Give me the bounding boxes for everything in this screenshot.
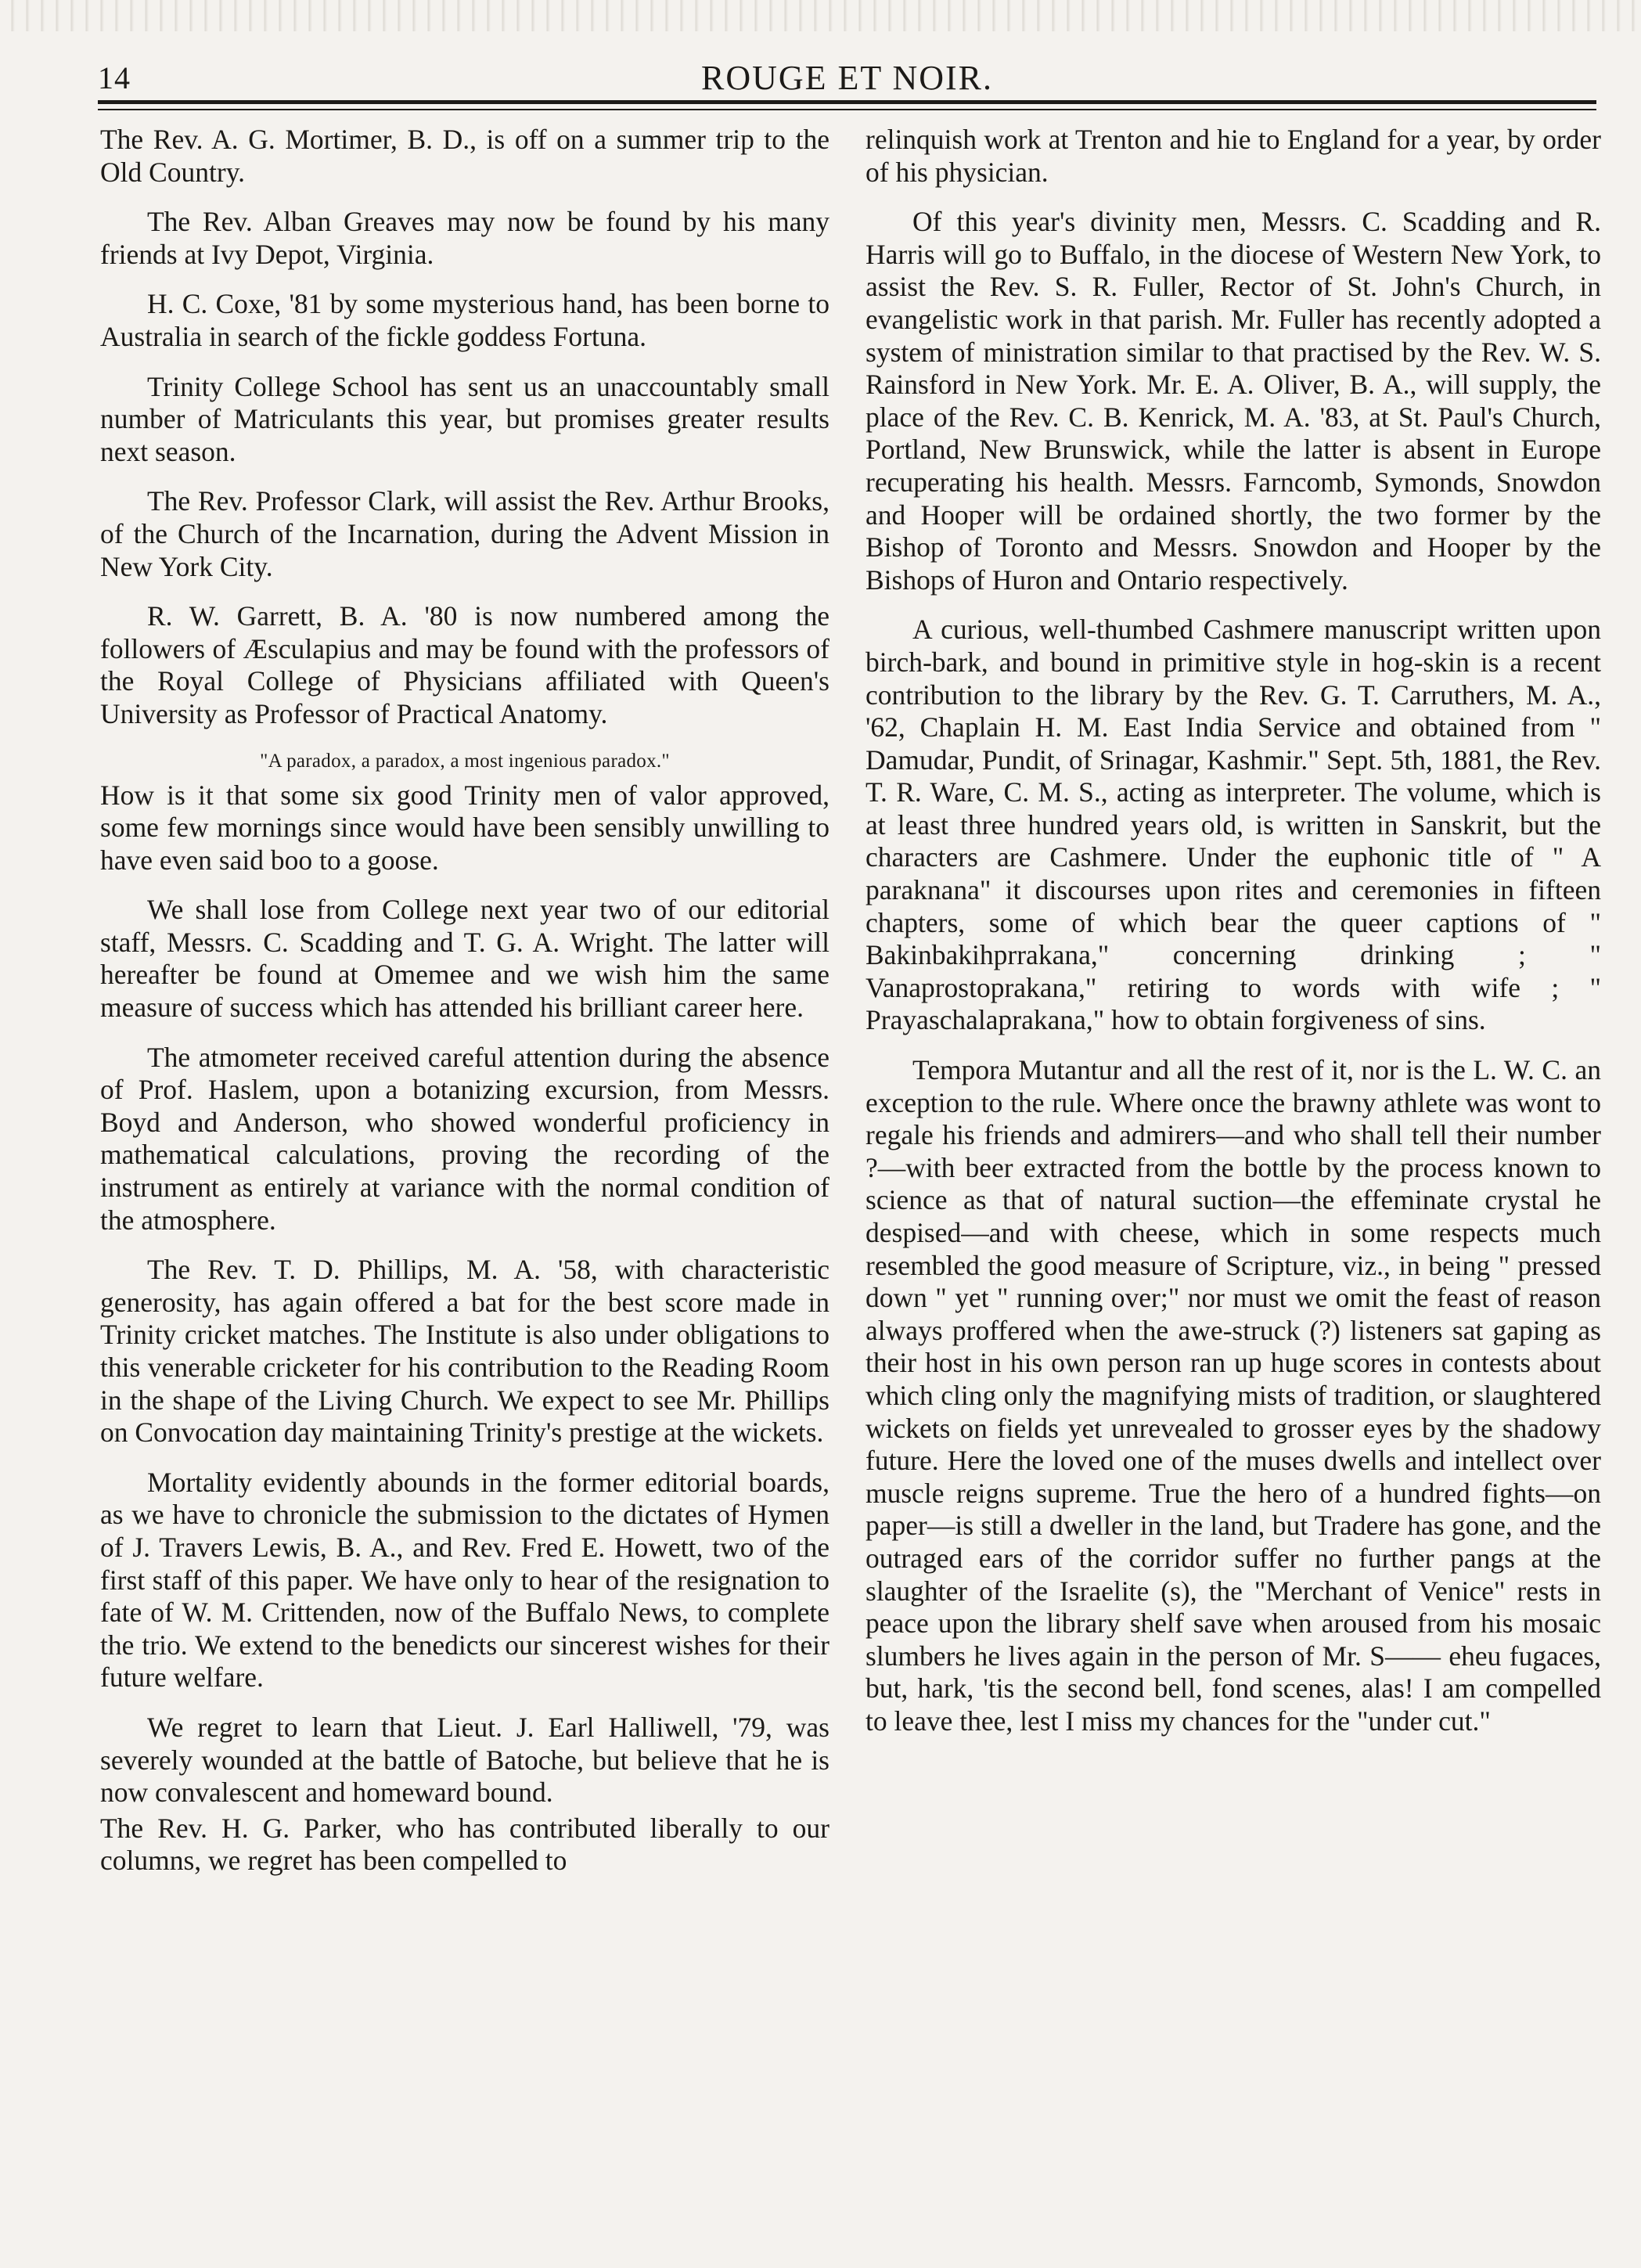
paragraph: The Rev. A. G. Mortimer, B. D., is off on a summer trip to the Old Country.	[100, 124, 829, 188]
paragraph: H. C. Coxe, '81 by some mysterious hand, has been borne to Australia in search of the fickle goddess Fortuna.	[100, 288, 829, 352]
paragraph: How is it that some six good Trinity men of valor approved, some few mornings since would have been sensibly unwilling to have even said boo to a goose.	[100, 779, 829, 876]
header-rule-thick	[98, 100, 1596, 104]
paragraph: The atmometer received careful attention during the absence of Prof. Haslem, upon a botanizing excursion, from Messrs. Boyd and Anderson, who showed wonderful proficiency in mathematical calculations, proving the recording of the instrument as entirely at variance with the normal condition of the atmosphere.	[100, 1041, 829, 1236]
journal-title: ROUGE ET NOIR.	[700, 59, 994, 97]
paragraph: The Rev. H. G. Parker, who has contributed liberally to our columns, we regret has been compelled to	[100, 1812, 829, 1877]
paragraph: Of this year's divinity men, Messrs. C. Scadding and R. Harris will go to Buffalo, in the diocese of Western New York, to assist the Rev. S. R. Fuller, Rector of St. John's Church, in evangelistic work in that parish. Mr. Fuller has recently adopted a system of ministration similar to that practised by the Rev. W. S. Rainsford in New York. Mr. E. A. Oliver, B. A., will supply, the place of the Rev. C. B. Kenrick, M. A. '83, at St. Paul's Church, Portland, New Brunswick, while the latter is absent in Europe recuperating his health. Messrs. Farncomb, Symonds, Snowdon and Hooper will be ordained shortly, the two former by the Bishop of Toronto and Messrs. Snowdon and Hooper by the Bishops of Huron and Ontario respectively.	[865, 206, 1601, 596]
paragraph: Trinity College School has sent us an unaccountably small number of Matriculants this year, but promises greater results next season.	[100, 370, 829, 467]
paragraph: Mortality evidently abounds in the former editorial boards, as we have to chronicle the submission to the dictates of Hymen of J. Travers Lewis, B. A., and Rev. Fred E. Howett, two of the first staff of this paper. We have only to hear of the resignation to fate of W. M. Crittenden, now of the Buffalo News, to complete the trio. We extend to the benedicts our sincerest wishes for their future welfare.	[100, 1466, 829, 1694]
page-number: 14	[98, 60, 131, 95]
paragraph: We shall lose from College next year two of our editorial staff, Messrs. C. Scadding and T. G. A. Wright. The latter will hereafter be found at Omemee and we wish him the same measure of success which has attended his brilliant career here.	[100, 894, 829, 1024]
paragraph: The Rev. T. D. Phillips, M. A. '58, with characteristic generosity, has again offered a bat for the best score made in Trinity cricket matches. The Institute is also under obligations to this venerable cricketer for his contribution to the Reading Room in the shape of the Living Church. We expect to see Mr. Phillips on Convocation day maintaining Trinity's prestige at the wickets.	[100, 1254, 829, 1449]
paragraph: The Rev. Alban Greaves may now be found by his many friends at Ivy Depot, Virginia.	[100, 206, 829, 270]
paragraph-continued: relinquish work at Trenton and hie to England for a year, by order of his physician.	[865, 124, 1601, 188]
paragraph: R. W. Garrett, B. A. '80 is now numbered among the followers of Æsculapius and may be found with the professors of the Royal College of Physicians affiliated with Queen's University as Professor of Practical Anatomy.	[100, 600, 829, 729]
paragraph: A curious, well-thumbed Cashmere manuscript written upon birch-bark, and bound in primitive style in hog-skin is a recent contribution to the library by the Rev. G. T. Carruthers, M. A., '62, Chaplain H. M. East India Service and obtained from " Damudar, Pundit, of Srinagar, Kashmir." Sept. 5th, 1881, the Rev. T. R. Ware, C. M. S., acting as interpreter. The volume, which is at least three hundred years old, is written in Sanskrit, but the characters are Cashmere. Under the euphonic title of " A paraknana" it discourses upon rites and ceremonies in fifteen chapters, some of which bear the queer captions of " Bakinbakihprrakana," concerning drinking ; " Vanaprostoprakana," retiring to words with wife ; " Prayaschalaprakana," how to obtain forgiveness of sins.	[865, 614, 1601, 1036]
paragraph: We regret to learn that Lieut. J. Earl Halliwell, '79, was severely wounded at the battle of Batoche, but believe that he is now convalescent and homeward bound.	[100, 1711, 829, 1809]
paragraph: The Rev. Professor Clark, will assist the Rev. Arthur Brooks, of the Church of the Incarnation, during the Advent Mission in New York City.	[100, 485, 829, 582]
paragraph: Tempora Mutantur and all the rest of it, nor is the L. W. C. an exception to the rule. Where once the brawny athlete was wont to regale his friends and admirers—and who shall tell their number ?—with beer extracted from the bottle by the process known to science as that of natural suction—the effeminate crystal he despised—and with cheese, which in some respects much resembled the good measure of Scripture, viz., in being " pressed down " yet " running over;" nor must we omit the feast of reason always proffered when the awe-struck (?) listeners sat gaping as their host in his own person ran up huge scores in contests about which cling only the magnifying mists of tradition, or slaughtered wickets on fields yet unrevealed to grosser eyes by the shadowy future. Here the loved one of the muses dwells and intellect over muscle reigns supreme. True the hero of a hundred fights—on paper—is still a dweller in the land, but Tradere has gone, and the outraged ears of the corridor suffer no further pangs at the slaughter of the Israelite (s), the "Merchant of Venice" rests in peace upon the library shelf save when aroused from his mosaic slumbers he lives again in the person of Mr. S—— eheu fugaces, but, hark, 'tis the second bell, fond scenes, alas! I am compelled to leave thee, lest I miss my chances for the "under cut."	[865, 1054, 1601, 1737]
scan-edge-noise	[0, 0, 1641, 31]
right-column	[865, 124, 1601, 1755]
epigraph-quote: "A paradox, a paradox, a most ingenious paradox."	[260, 750, 670, 772]
left-column	[100, 124, 829, 1895]
header-rule-thin	[98, 109, 1596, 110]
